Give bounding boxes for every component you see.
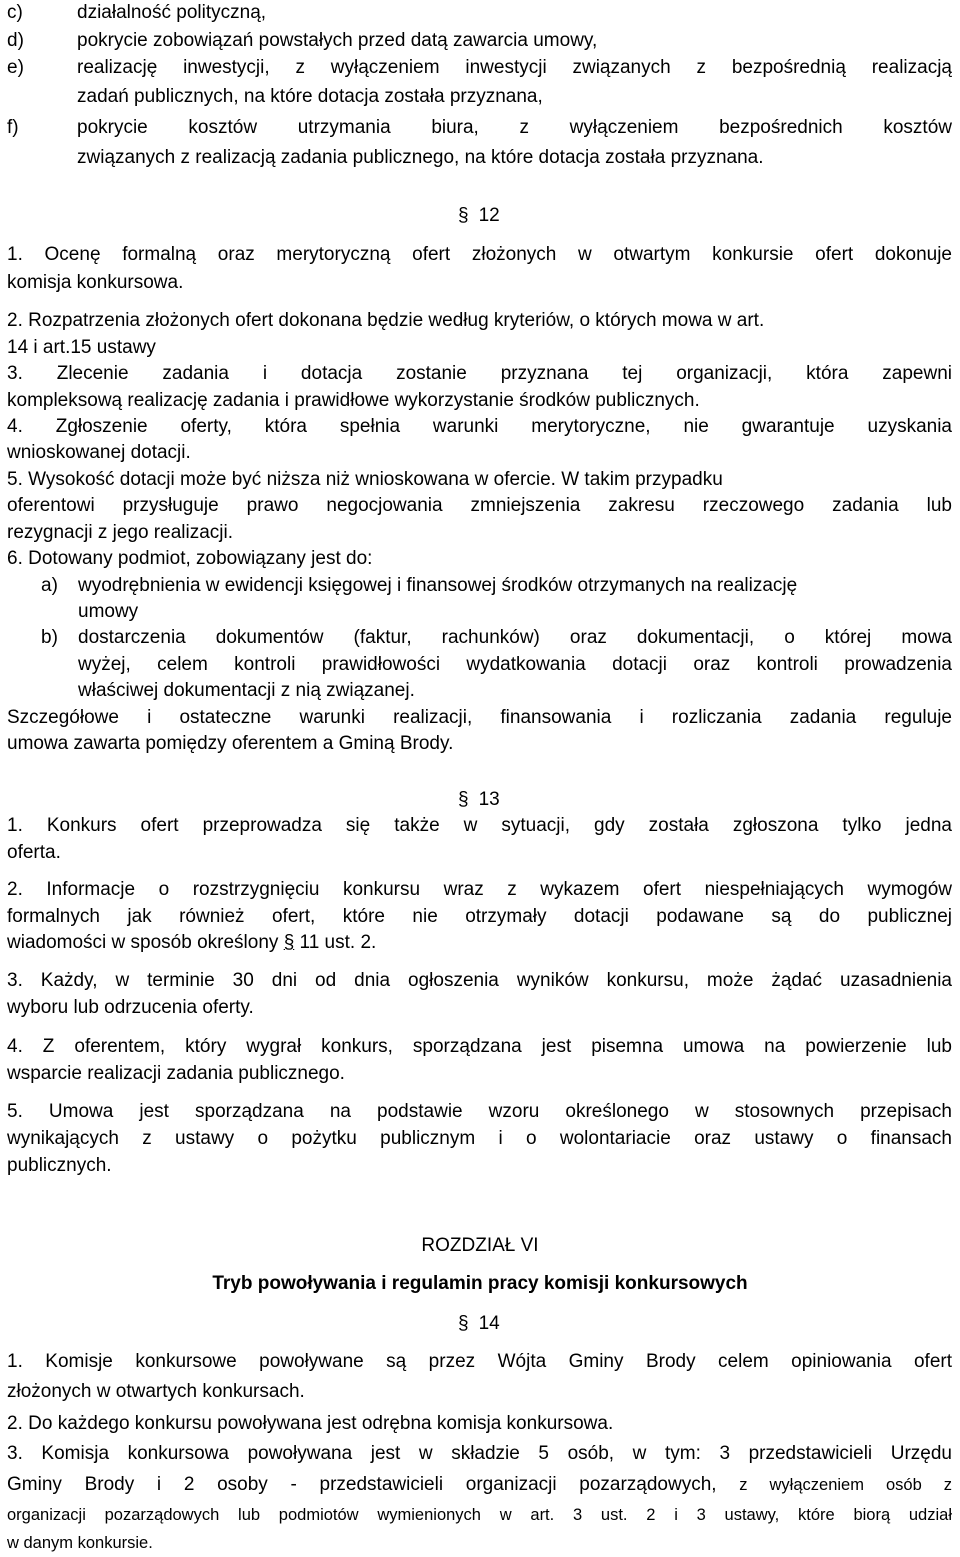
list-text-line: właściwej dokumentacji z nią związanej. <box>78 680 415 701</box>
paragraph-line: 6. Dotowany podmiot, zobowiązany jest do: <box>7 548 373 569</box>
list-text: pokrycie zobowiązań powstałych przed datą zawarcia umowy, <box>77 30 598 51</box>
list-text-line: umowy <box>78 601 139 622</box>
paragraph-text: z wyłączeniem osób z <box>739 1476 952 1494</box>
section-symbol: § <box>458 789 469 810</box>
list-text-line: wyodrębnienia w ewidencji księgowej i finansowej środków otrzymanych na realizację <box>78 575 798 596</box>
paragraph-line: 3. Komisja konkursowa powoływana jest w składzie 5 osób, w tym: 3 przedstawicieli Urzędu <box>7 1443 952 1464</box>
paragraph-line: kompleksową realizację zadania i prawidłowe wykorzystanie środków publicznych. <box>7 390 700 411</box>
list-label: f) <box>7 117 19 138</box>
chapter-subtitle: Tryb powoływania i regulamin pracy komisji konkursowych <box>212 1273 748 1294</box>
paragraph-line <box>7 1472 952 1498</box>
paragraph-line: formalnych jak również ofert, które nie otrzymały dotacji podawane są do publicznej <box>7 906 952 927</box>
list-item-c <box>7 0 952 26</box>
list-text-line: realizację inwestycji, z wyłączeniem inwestycji związanych z bezpośrednią realizacją <box>77 57 952 78</box>
paragraph-line: 2. Informacje o rozstrzygnięciu konkursu wraz z wykazem ofert niespełniających wymogów <box>7 879 952 900</box>
paragraph-line: 3. Każdy, w terminie 30 dni od dnia ogłoszenia wyników konkursu, może żądać uzasadnienia <box>7 970 952 991</box>
section-symbol: § <box>458 1313 469 1334</box>
paragraph-line: wsparcie realizacji zadania publicznego. <box>7 1063 345 1084</box>
list-label: b) <box>41 627 58 648</box>
paragraph-line: złożonych w otwartych konkursach. <box>7 1381 305 1402</box>
paragraph-line: publicznych. <box>7 1155 112 1176</box>
list-text-line: zadań publicznych, na które dotacja została przyznana, <box>77 86 543 107</box>
paragraph-line: 1. Konkurs ofert przeprowadza się także w sytuacji, gdy została zgłoszona tylko jedna <box>7 815 952 836</box>
list-label: a) <box>41 575 58 596</box>
paragraph-line: umowa zawarta pomiędzy oferentem a Gminą Brody. <box>7 733 454 754</box>
section-number: 14 <box>478 1313 500 1334</box>
paragraph-line: 2. Do każdego konkursu powoływana jest odrębna komisja konkursowa. <box>7 1413 614 1434</box>
paragraph-line: 4. Z oferentem, który wygrał konkurs, sporządzana jest pisemna umowa na powierzenie lub <box>7 1036 952 1057</box>
list-text: działalność polityczną, <box>77 2 267 23</box>
paragraph-line: 4. Zgłoszenie oferty, która spełnia warunki merytoryczne, nie gwarantuje uzyskania <box>7 416 952 437</box>
list-item-d <box>7 28 952 54</box>
paragraph-line: 5. Wysokość dotacji może być niższa niż wnioskowana w ofercie. W takim przypadku <box>7 469 723 490</box>
paragraph-line: komisja konkursowa. <box>7 272 184 293</box>
paragraph-line: 1. Ocenę formalną oraz merytoryczną ofert złożonych w otwartym konkursie ofert dokonuje <box>7 244 952 265</box>
section-heading-13 <box>458 787 500 813</box>
list-label: e) <box>7 57 24 78</box>
section-heading-14 <box>458 1311 500 1337</box>
section-heading-12 <box>458 203 500 229</box>
list-text-line: wyżej, celem kontroli prawidłowości wydatkowania dotacji oraz kontroli prowadzenia <box>78 654 952 675</box>
paragraph-line: 3. Zlecenie zadania i dotacja zostanie przyznana tej organizacji, która zapewni <box>7 363 952 384</box>
section-symbol: § <box>283 932 295 953</box>
list-text-line: dostarczenia dokumentów (faktur, rachunków) oraz dokumentacji, o której mowa <box>78 627 952 648</box>
paragraph-line: 5. Umowa jest sporządzana na podstawie wzoru określonego w stosownych przepisach <box>7 1101 952 1122</box>
paragraph-line <box>7 930 952 956</box>
section-number: 13 <box>478 789 500 810</box>
paragraph-line: Szczegółowe i ostateczne warunki realizacji, finansowania i rozliczania zadania reguluje <box>7 707 952 728</box>
list-text-line: pokrycie kosztów utrzymania biura, z wyłączeniem bezpośrednich kosztów <box>77 117 952 138</box>
paragraph-line: rezygnacji z jego realizacji. <box>7 522 233 543</box>
paragraph-text: wiadomości w sposób określony <box>7 932 284 953</box>
paragraph-text: 11 ust. 2. <box>294 932 377 953</box>
list-text-line: związanych z realizacją zadania publicznego, na które dotacja została przyznana. <box>77 147 764 168</box>
paragraph-line: w danym konkursie. <box>7 1534 153 1552</box>
section-number: 12 <box>478 205 500 226</box>
section-symbol: § <box>458 205 469 226</box>
paragraph-line: 14 i art.15 ustawy <box>7 337 156 358</box>
paragraph-line: wyboru lub odrzucenia oferty. <box>7 997 254 1018</box>
paragraph-line: oferta. <box>7 842 61 863</box>
paragraph-line: wynikających z ustawy o pożytku publicznym i o wolontariacie oraz ustawy o finansach <box>7 1128 952 1149</box>
chapter-title: ROZDZIAŁ VI <box>421 1235 539 1256</box>
paragraph-line: 2. Rozpatrzenia złożonych ofert dokonana będzie według kryteriów, o których mowa w art. <box>7 310 765 331</box>
paragraph-line: organizacji pozarządowych lub podmiotów wymienionych w art. 3 ust. 2 i 3 ustawy, które biorą udział <box>7 1506 952 1524</box>
list-label: c) <box>7 2 23 23</box>
paragraph-line: 1. Komisje konkursowe powoływane są przez Wójta Gminy Brody celem opiniowania ofert <box>7 1351 952 1372</box>
paragraph-line: wnioskowanej dotacji. <box>7 442 191 463</box>
list-label: d) <box>7 30 24 51</box>
paragraph-line: oferentowi przysługuje prawo negocjowania zmniejszenia zakresu rzeczowego zadania lub <box>7 495 952 516</box>
paragraph-text: Gminy Brody i 2 osoby - przedstawicieli organizacji pozarządowych, <box>7 1474 740 1495</box>
